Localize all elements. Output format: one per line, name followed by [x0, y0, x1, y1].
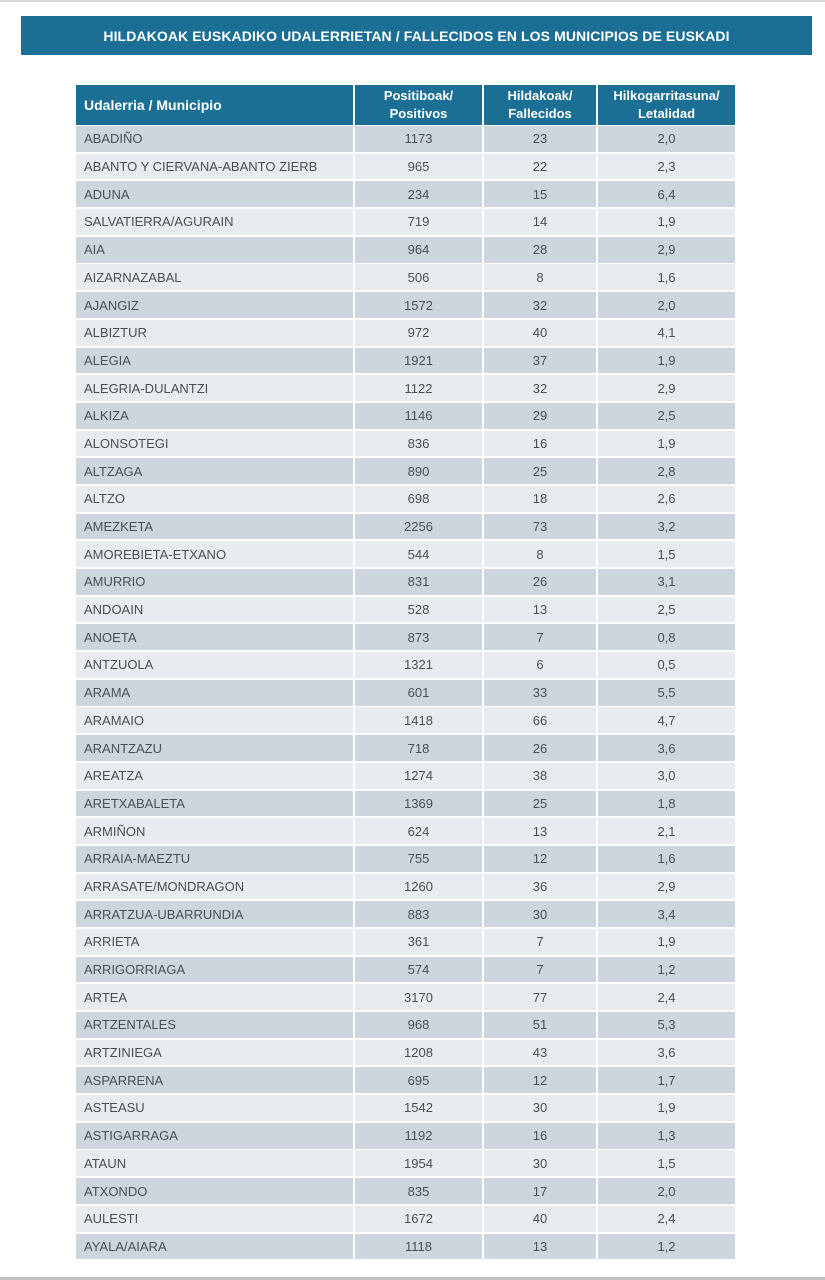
cell-name: ANOETA — [76, 624, 353, 650]
cell-letalidad: 4,1 — [598, 320, 735, 346]
cell-name: ALEGRIA-DULANTZI — [76, 375, 353, 401]
table-row — [76, 514, 734, 540]
cell-letalidad: 1,9 — [598, 431, 735, 457]
cell-fallecidos: 6 — [484, 652, 596, 678]
cell-name: ABANTO Y CIERVANA-ABANTO ZIERB — [76, 154, 353, 180]
cell-fallecidos: 66 — [484, 707, 596, 733]
cell-letalidad: 1,9 — [598, 929, 735, 955]
cell-positivos: 835 — [355, 1178, 482, 1204]
cell-positivos: 234 — [355, 181, 482, 207]
cell-positivos: 1542 — [355, 1095, 482, 1121]
header-letalidad: Hilkogarritasuna/ Letalidad — [598, 85, 735, 125]
cell-positivos: 964 — [355, 237, 482, 263]
cell-fallecidos: 30 — [484, 901, 596, 927]
table-row — [76, 1067, 734, 1093]
cell-fallecidos: 29 — [484, 403, 596, 429]
table-body — [76, 126, 734, 1259]
cell-positivos: 506 — [355, 264, 482, 290]
cell-letalidad: 6,4 — [598, 181, 735, 207]
table-row — [76, 181, 734, 207]
cell-positivos: 1118 — [355, 1234, 482, 1260]
cell-fallecidos: 43 — [484, 1040, 596, 1066]
cell-fallecidos: 17 — [484, 1178, 596, 1204]
cell-positivos: 719 — [355, 209, 482, 235]
cell-name: ARETXABALETA — [76, 791, 353, 817]
cell-letalidad: 5,5 — [598, 680, 735, 706]
cell-fallecidos: 36 — [484, 874, 596, 900]
cell-positivos: 965 — [355, 154, 482, 180]
cell-name: ASPARRENA — [76, 1067, 353, 1093]
cell-name: ARANTZAZU — [76, 735, 353, 761]
cell-name: ANDOAIN — [76, 597, 353, 623]
cell-fallecidos: 37 — [484, 348, 596, 374]
cell-letalidad: 1,6 — [598, 846, 735, 872]
cell-name: AIA — [76, 237, 353, 263]
cell-letalidad: 1,8 — [598, 791, 735, 817]
cell-name: AMEZKETA — [76, 514, 353, 540]
cell-letalidad: 1,6 — [598, 264, 735, 290]
table-row — [76, 957, 734, 983]
table-row — [76, 375, 734, 401]
table-row — [76, 237, 734, 263]
cell-fallecidos: 33 — [484, 680, 596, 706]
cell-fallecidos: 13 — [484, 597, 596, 623]
cell-name: ABADIÑO — [76, 126, 353, 152]
cell-positivos: 831 — [355, 569, 482, 595]
cell-positivos: 698 — [355, 486, 482, 512]
header-positivos: Positiboak/ Positivos — [355, 85, 482, 125]
table-row — [76, 403, 734, 429]
cell-positivos: 1192 — [355, 1123, 482, 1149]
cell-positivos: 755 — [355, 846, 482, 872]
cell-letalidad: 3,6 — [598, 1040, 735, 1066]
cell-positivos: 695 — [355, 1067, 482, 1093]
cell-fallecidos: 26 — [484, 569, 596, 595]
cell-name: ALKIZA — [76, 403, 353, 429]
cell-name: ARTZINIEGA — [76, 1040, 353, 1066]
table-row — [76, 707, 734, 733]
cell-positivos: 836 — [355, 431, 482, 457]
cell-positivos: 1418 — [355, 707, 482, 733]
table-row — [76, 486, 734, 512]
table-row — [76, 1178, 734, 1204]
table-row — [76, 597, 734, 623]
cell-name: ARAMAIO — [76, 707, 353, 733]
cell-name: ALTZO — [76, 486, 353, 512]
cell-fallecidos: 8 — [484, 264, 596, 290]
cell-positivos: 1208 — [355, 1040, 482, 1066]
cell-name: ALEGIA — [76, 348, 353, 374]
cell-name: ARRAIA-MAEZTU — [76, 846, 353, 872]
cell-positivos: 1274 — [355, 763, 482, 789]
cell-positivos: 1954 — [355, 1150, 482, 1176]
cell-name: ARRATZUA-UBARRUNDIA — [76, 901, 353, 927]
table-row — [76, 1234, 734, 1260]
cell-name: ATAUN — [76, 1150, 353, 1176]
table-row — [76, 1040, 734, 1066]
cell-fallecidos: 16 — [484, 431, 596, 457]
cell-letalidad: 2,9 — [598, 237, 735, 263]
cell-fallecidos: 22 — [484, 154, 596, 180]
cell-letalidad: 0,8 — [598, 624, 735, 650]
cell-fallecidos: 77 — [484, 984, 596, 1010]
cell-positivos: 624 — [355, 818, 482, 844]
cell-fallecidos: 7 — [484, 929, 596, 955]
cell-positivos: 972 — [355, 320, 482, 346]
cell-letalidad: 2,3 — [598, 154, 735, 180]
cell-name: ARMIÑON — [76, 818, 353, 844]
cell-fallecidos: 40 — [484, 320, 596, 346]
cell-fallecidos: 7 — [484, 957, 596, 983]
cell-name: AIZARNAZABAL — [76, 264, 353, 290]
cell-name: AJANGIZ — [76, 292, 353, 318]
table-row — [76, 1206, 734, 1232]
cell-fallecidos: 25 — [484, 458, 596, 484]
cell-letalidad: 2,0 — [598, 126, 735, 152]
cell-positivos: 1122 — [355, 375, 482, 401]
cell-positivos: 1173 — [355, 126, 482, 152]
cell-positivos: 3170 — [355, 984, 482, 1010]
cell-letalidad: 2,0 — [598, 292, 735, 318]
table-row — [76, 1095, 734, 1121]
cell-fallecidos: 14 — [484, 209, 596, 235]
table-row — [76, 1150, 734, 1176]
cell-name: AMURRIO — [76, 569, 353, 595]
cell-fallecidos: 32 — [484, 375, 596, 401]
table-row — [76, 624, 734, 650]
cell-letalidad: 2,5 — [598, 597, 735, 623]
cell-positivos: 361 — [355, 929, 482, 955]
cell-name: ARRASATE/MONDRAGON — [76, 874, 353, 900]
table-row — [76, 154, 734, 180]
cell-letalidad: 3,6 — [598, 735, 735, 761]
cell-positivos: 1921 — [355, 348, 482, 374]
cell-name: ALTZAGA — [76, 458, 353, 484]
cell-fallecidos: 28 — [484, 237, 596, 263]
page-title: HILDAKOAK EUSKADIKO UDALERRIETAN / FALLECIDOS EN LOS MUNICIPIOS DE EUSKADI — [103, 27, 730, 44]
cell-fallecidos: 16 — [484, 1123, 596, 1149]
table-row — [76, 1123, 734, 1149]
municipalities-table — [76, 85, 734, 1261]
cell-name: ASTIGARRAGA — [76, 1123, 353, 1149]
cell-fallecidos: 30 — [484, 1150, 596, 1176]
cell-fallecidos: 73 — [484, 514, 596, 540]
cell-positivos: 968 — [355, 1012, 482, 1038]
cell-letalidad: 0,5 — [598, 652, 735, 678]
cell-positivos: 718 — [355, 735, 482, 761]
table-row — [76, 1012, 734, 1038]
cell-name: ARAMA — [76, 680, 353, 706]
table-row — [76, 348, 734, 374]
cell-letalidad: 2,5 — [598, 403, 735, 429]
cell-positivos: 544 — [355, 541, 482, 567]
cell-positivos: 1672 — [355, 1206, 482, 1232]
cell-letalidad: 2,6 — [598, 486, 735, 512]
cell-name: ALONSOTEGI — [76, 431, 353, 457]
table-row — [76, 569, 734, 595]
table-row — [76, 763, 734, 789]
cell-fallecidos: 40 — [484, 1206, 596, 1232]
cell-name: ANTZUOLA — [76, 652, 353, 678]
cell-positivos: 528 — [355, 597, 482, 623]
table-row — [76, 791, 734, 817]
table-row — [76, 652, 734, 678]
cell-fallecidos: 18 — [484, 486, 596, 512]
cell-fallecidos: 26 — [484, 735, 596, 761]
cell-positivos: 873 — [355, 624, 482, 650]
page-title-banner — [21, 16, 812, 55]
cell-letalidad: 5,3 — [598, 1012, 735, 1038]
table-row — [76, 431, 734, 457]
cell-positivos: 601 — [355, 680, 482, 706]
cell-letalidad: 2,1 — [598, 818, 735, 844]
cell-letalidad: 1,3 — [598, 1123, 735, 1149]
cell-name: AREATZA — [76, 763, 353, 789]
cell-letalidad: 1,5 — [598, 1150, 735, 1176]
cell-fallecidos: 8 — [484, 541, 596, 567]
cell-letalidad: 3,4 — [598, 901, 735, 927]
cell-letalidad: 1,5 — [598, 541, 735, 567]
cell-positivos: 1572 — [355, 292, 482, 318]
table-row — [76, 901, 734, 927]
cell-positivos: 1260 — [355, 874, 482, 900]
cell-letalidad: 2,0 — [598, 1178, 735, 1204]
cell-letalidad: 1,9 — [598, 1095, 735, 1121]
cell-fallecidos: 12 — [484, 1067, 596, 1093]
cell-letalidad: 2,4 — [598, 984, 735, 1010]
cell-name: SALVATIERRA/AGURAIN — [76, 209, 353, 235]
cell-fallecidos: 38 — [484, 763, 596, 789]
table-row — [76, 818, 734, 844]
cell-positivos: 1146 — [355, 403, 482, 429]
cell-letalidad: 3,0 — [598, 763, 735, 789]
cell-name: ARRIETA — [76, 929, 353, 955]
cell-name: AYALA/AIARA — [76, 1234, 353, 1260]
cell-name: AMOREBIETA-ETXANO — [76, 541, 353, 567]
cell-positivos: 1321 — [355, 652, 482, 678]
cell-positivos: 1369 — [355, 791, 482, 817]
table-row — [76, 264, 734, 290]
cell-name: ARTEA — [76, 984, 353, 1010]
cell-name: ADUNA — [76, 181, 353, 207]
cell-name: ATXONDO — [76, 1178, 353, 1204]
table-row — [76, 209, 734, 235]
cell-fallecidos: 7 — [484, 624, 596, 650]
table-header-row — [76, 85, 734, 125]
cell-fallecidos: 51 — [484, 1012, 596, 1038]
cell-letalidad: 1,2 — [598, 1234, 735, 1260]
cell-name: ALBIZTUR — [76, 320, 353, 346]
cell-name: AULESTI — [76, 1206, 353, 1232]
cell-name: ARTZENTALES — [76, 1012, 353, 1038]
cell-name: ASTEASU — [76, 1095, 353, 1121]
cell-letalidad: 3,2 — [598, 514, 735, 540]
table-row — [76, 846, 734, 872]
cell-fallecidos: 15 — [484, 181, 596, 207]
cell-letalidad: 2,4 — [598, 1206, 735, 1232]
table-row — [76, 458, 734, 484]
cell-letalidad: 1,7 — [598, 1067, 735, 1093]
table-row — [76, 320, 734, 346]
header-municipio: Udalerria / Municipio — [76, 85, 353, 125]
cell-fallecidos: 25 — [484, 791, 596, 817]
table-row — [76, 541, 734, 567]
table-row — [76, 874, 734, 900]
table-row — [76, 929, 734, 955]
cell-letalidad: 3,1 — [598, 569, 735, 595]
cell-letalidad: 2,9 — [598, 874, 735, 900]
table-row — [76, 292, 734, 318]
table-row — [76, 735, 734, 761]
cell-positivos: 2256 — [355, 514, 482, 540]
cell-fallecidos: 23 — [484, 126, 596, 152]
cell-fallecidos: 12 — [484, 846, 596, 872]
table-row — [76, 126, 734, 152]
cell-letalidad: 4,7 — [598, 707, 735, 733]
header-fallecidos: Hildakoak/ Fallecidos — [484, 85, 596, 125]
cell-name: ARRIGORRIAGA — [76, 957, 353, 983]
cell-fallecidos: 13 — [484, 1234, 596, 1260]
cell-fallecidos: 30 — [484, 1095, 596, 1121]
top-edge-line — [0, 0, 825, 2]
cell-letalidad: 1,2 — [598, 957, 735, 983]
cell-letalidad: 2,8 — [598, 458, 735, 484]
cell-letalidad: 1,9 — [598, 348, 735, 374]
cell-positivos: 883 — [355, 901, 482, 927]
table-row — [76, 984, 734, 1010]
cell-letalidad: 1,9 — [598, 209, 735, 235]
cell-positivos: 574 — [355, 957, 482, 983]
cell-fallecidos: 32 — [484, 292, 596, 318]
cell-positivos: 890 — [355, 458, 482, 484]
table-row — [76, 680, 734, 706]
cell-letalidad: 2,9 — [598, 375, 735, 401]
cell-fallecidos: 13 — [484, 818, 596, 844]
